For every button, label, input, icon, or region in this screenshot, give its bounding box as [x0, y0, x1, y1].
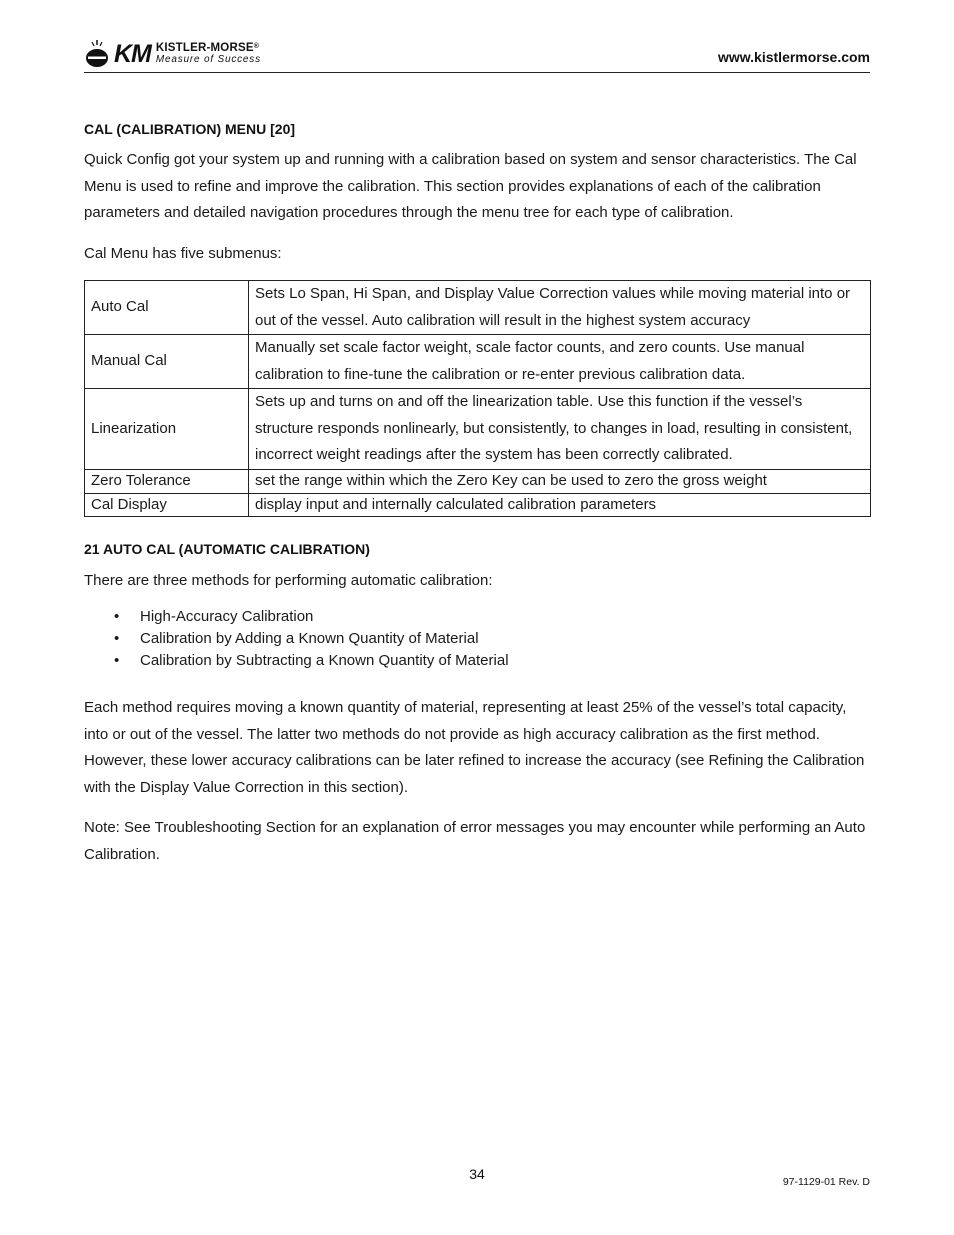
kistler-morse-logo — [84, 38, 261, 70]
submenu-name: Linearization — [85, 389, 249, 470]
bullet: • — [114, 652, 120, 669]
logo-tagline: Measure of Success — [155, 54, 261, 66]
submenu-name: Zero Tolerance — [85, 469, 249, 493]
list-item: • Calibration by Adding a Known Quantity of Material — [84, 628, 509, 650]
submenu-description: Sets up and turns on and off the linearization table. Use this function if the vessel’s structure responds nonlinearly, but consistently, to changes in load, resulting in consistent, incorrect weight readings after the system has been correctly calibrated. — [249, 389, 871, 470]
document-id: 97-1129-01 Rev. D — [782, 1176, 870, 1188]
list-item: • High-Accuracy Calibration — [84, 606, 509, 628]
logo-brand-name: KISTLER-MORSE® — [155, 41, 260, 54]
section-heading-auto-cal: 21 AUTO CAL (AUTOMATIC CALIBRATION) — [84, 541, 370, 557]
bullet: • — [114, 608, 120, 625]
submenu-description: display input and internally calculated calibration parameters — [249, 493, 871, 516]
table-row — [85, 335, 871, 389]
list-item: • Calibration by Subtracting a Known Quantity of Material — [84, 650, 509, 672]
table-row — [85, 389, 871, 470]
submenu-description: Manually set scale factor weight, scale factor counts, and zero counts. Use manual calibration to fine-tune the calibration or re-enter previous calibration data. — [249, 335, 871, 389]
km-emblem-icon — [84, 39, 110, 69]
logo-km-letters: KM — [114, 39, 151, 68]
method-explanation-paragraph: Each method requires moving a known quantity of material, representing at least 25% of the vessel’s total capacity, into or out of the vessel. The latter two methods do not provide as high accuracy calibration as the first method. However, these lower accuracy calibrations can be later refined to increase the accuracy (see Refining the Calibration with the Display Value Correction in this section). — [84, 699, 865, 797]
submenu-name: Cal Display — [85, 493, 249, 516]
methods-list — [84, 606, 509, 672]
troubleshooting-note: Note: See Troubleshooting Section for an explanation of error messages you may encounter while performing an Auto Calibration. — [84, 819, 866, 863]
table-row — [85, 281, 871, 335]
cal-submenu-table — [84, 280, 871, 517]
submenu-name: Auto Cal — [85, 281, 249, 335]
page-number: 34 — [469, 1166, 485, 1182]
methods-lead: There are three methods for performing automatic calibration: — [84, 572, 493, 589]
submenu-description: set the range within which the Zero Key can be used to zero the gross weight — [249, 469, 871, 493]
section-heading-cal-menu: CAL (CALIBRATION) MENU [20] — [84, 121, 296, 137]
website-url: www.kistlermorse.com — [718, 49, 870, 65]
submenus-lead: Cal Menu has five submenus: — [84, 245, 282, 262]
page-header — [84, 36, 870, 73]
submenu-name: Manual Cal — [85, 335, 249, 389]
bullet: • — [114, 630, 120, 647]
table-row — [85, 469, 871, 493]
intro-paragraph: Quick Config got your system up and running with a calibration based on system and sensor characteristics. The Cal Menu is used to refine and improve the calibration. This section provides explanations of each of the calibration parameters and detailed navigation procedures through the menu tree for each type of calibration. — [84, 151, 857, 222]
table-row — [85, 493, 871, 516]
submenu-description: Sets Lo Span, Hi Span, and Display Value Correction values while moving material into or out of the vessel. Auto calibration will result in the highest system accuracy — [249, 281, 871, 335]
